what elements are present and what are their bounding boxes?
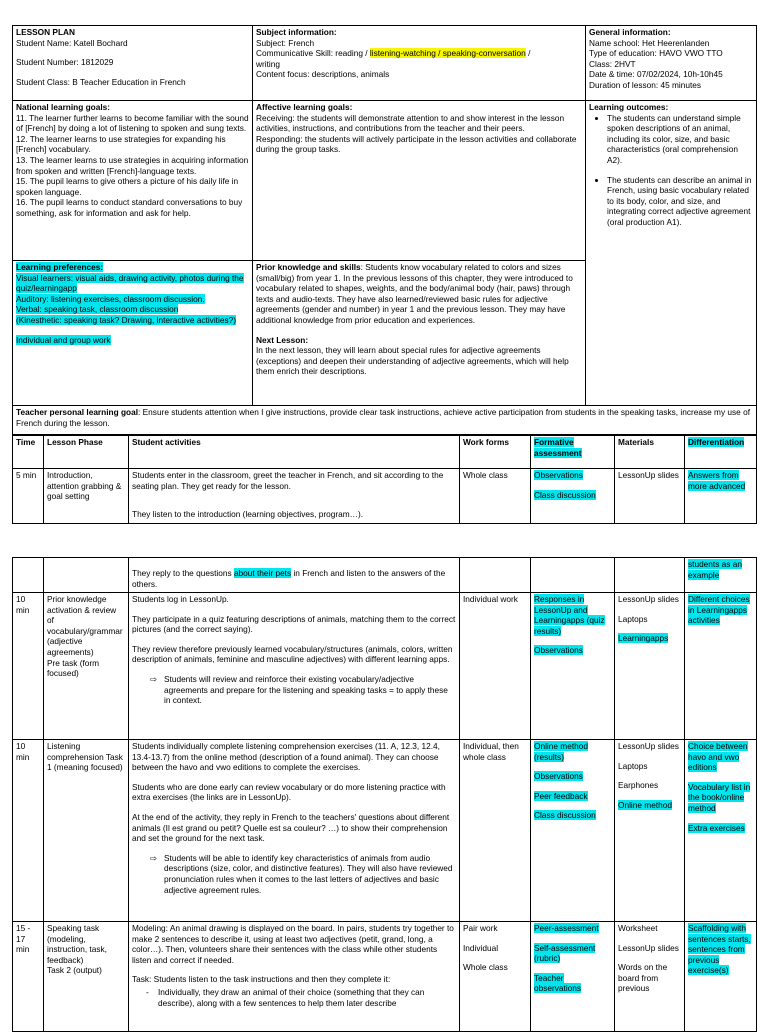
row4-diff bbox=[685, 922, 757, 1032]
row1-activities bbox=[129, 469, 460, 524]
lesson-plan-table-top bbox=[12, 25, 757, 435]
row3-time: 10 min bbox=[13, 740, 44, 922]
national-goals-cell bbox=[13, 101, 253, 261]
row2-fa2: Observations bbox=[534, 645, 583, 656]
row1-work: Whole class bbox=[460, 469, 531, 524]
learning-outcomes-cell bbox=[586, 101, 757, 406]
row2-mat3: Learningapps bbox=[618, 633, 669, 644]
subject-info-cell bbox=[253, 26, 586, 101]
row1-diff bbox=[685, 469, 757, 524]
learning-preferences-cell bbox=[13, 261, 253, 406]
col-formative bbox=[531, 436, 615, 469]
row4-phase: Speaking task (modeling, instruction, task, feedback) Task 2 (output) bbox=[44, 922, 129, 1032]
skill-writing: writing bbox=[256, 58, 280, 69]
arrow-icon: ⇨ bbox=[150, 852, 157, 863]
row4-p2: Task: Students listen to the task instructions and then they complete it: bbox=[132, 974, 391, 985]
cont-act-post: in French and listen to the answers of the others. bbox=[132, 568, 446, 589]
row2-time: 10 min bbox=[13, 593, 44, 740]
row2-mat1: LessonUp slides bbox=[618, 594, 679, 604]
general-info-cell bbox=[586, 26, 757, 101]
row4-fa2: Self-assessment (rubric) bbox=[534, 942, 596, 964]
prior-title: Prior knowledge and skills bbox=[256, 262, 361, 272]
col-diff-text: Differentiation bbox=[688, 437, 745, 447]
content-focus: Content focus: descriptions, animals bbox=[256, 69, 390, 80]
next-lesson-text: In the next lesson, they will learn about special rules for adjective agreements (exceptions) and deepen their understanding of adjective agreements, which will help them enrich their descriptions. bbox=[256, 345, 569, 377]
row3-p3: At the end of the activity, they reply in French to the teachers' questions about different animals (Il est grand ou petit? Quelle est sa couleur? …) to show their comprehension and set the ground for the next task. bbox=[132, 811, 450, 844]
row4-dash-item bbox=[146, 987, 456, 1008]
lesson-plan-page-1 bbox=[12, 25, 756, 524]
row1-fa1: Observations bbox=[534, 470, 583, 480]
pref-auditory bbox=[16, 294, 249, 305]
row3-fa3: Peer feedback bbox=[534, 790, 588, 801]
lesson-phases-table-continued bbox=[12, 557, 757, 1032]
next-lesson-title: Next Lesson: bbox=[256, 334, 309, 345]
row2-diff bbox=[685, 593, 757, 740]
row3-phase: Listening comprehension Task 1 (meaning focused) bbox=[44, 740, 129, 922]
row4-materials bbox=[615, 922, 685, 1032]
cont-activities bbox=[129, 558, 460, 593]
row3-arrow-text: Students will be able to identify key characteristics of animals from audio descriptions (size, color, and distinctive features). They will also have reviewed pronunciation rules when it comes to the last letters of adjectives and basic adjective agreement rules. bbox=[164, 852, 453, 895]
row4-work3: Whole class bbox=[463, 962, 508, 973]
row4-work2: Individual bbox=[463, 942, 499, 953]
row3-p1: Students individually complete listening comprehension exercises (11. A, 12.3, 12.4, 13.4-13.7) from the online method (description of a found animal). They can choose between the havo and vwo editions to complete the exercises. bbox=[132, 741, 440, 773]
row4-mat2: LessonUp slides bbox=[618, 942, 679, 953]
col-time: Time bbox=[13, 436, 44, 469]
row1-formative bbox=[531, 469, 615, 524]
row1-diff-text: Answers from more advanced bbox=[688, 470, 746, 491]
skill-prefix: Communicative Skill: reading / bbox=[256, 48, 370, 59]
affective-goals-text: Receiving: the students will demonstrate attention to and show interest in the lesson activities, instructions, and contributions from the teacher and their peers. Responding: the students will actively participate in the lesson activities and collaborate during the group tasks. bbox=[256, 112, 577, 155]
lesson-phases-table bbox=[12, 435, 757, 524]
row4-mat1: Worksheet bbox=[618, 923, 658, 933]
learning-outcomes-list bbox=[589, 113, 753, 228]
row3-formative bbox=[531, 740, 615, 922]
duration: Duration of lesson: 45 minutes bbox=[589, 79, 702, 90]
learning-outcomes-title: Learning outcomes: bbox=[589, 102, 669, 112]
row3-diff1: Choice between havo and vwo editions bbox=[688, 741, 748, 773]
row2-arrow-text: Students will review and reinforce their existing vocabulary/adjective agreements and prepare for the listening and speaking tasks = to apply these in context. bbox=[164, 673, 448, 706]
row1-fa2: Class discussion bbox=[534, 489, 596, 500]
pref-visual-text: Visual learners: visual aids, drawing activity, photos during the quiz/learningapp bbox=[16, 272, 244, 294]
row2-materials bbox=[615, 593, 685, 740]
dash-marker: - bbox=[146, 986, 149, 997]
prior-knowledge-text bbox=[256, 262, 582, 326]
cont-activities-text bbox=[132, 568, 456, 589]
prior-knowledge-cell bbox=[253, 261, 586, 406]
lesson-plan-title: LESSON PLAN bbox=[16, 27, 76, 37]
subject: Subject: French bbox=[256, 37, 315, 48]
col-work-forms: Work forms bbox=[460, 436, 531, 469]
row2-p2: They participate in a quiz featuring descriptions of animals, matching them to the correct pictures (and the correct saying). bbox=[132, 613, 456, 635]
row2-work: Individual work bbox=[460, 593, 531, 740]
row3-mat1: LessonUp slides bbox=[618, 741, 679, 751]
teacher-goal-body: : Ensure students attention when I give instructions, provide clear task instructions, achieve active participation from students in the speaking tasks, increase my use of French during the lesson. bbox=[16, 407, 751, 428]
row2-p3: They review therefore previously learned vocabulary/structures (animals, colors, written description of animals, feminine and masculine adjectives) with different learning apps. bbox=[132, 643, 453, 665]
row1-act2: They listen to the introduction (learning objectives, program…). bbox=[132, 509, 364, 520]
lesson-plan-page-2 bbox=[12, 557, 756, 1032]
general-info-title: General information: bbox=[589, 27, 671, 37]
row4-work bbox=[460, 922, 531, 1032]
row3-mat4: Online method bbox=[618, 799, 672, 810]
cont-work bbox=[460, 558, 531, 593]
learning-outcome-item: • The students can understand simple spoken descriptions of an animal, including its color, size, and basic characteristics (oral comprehension A2). bbox=[607, 113, 753, 166]
row4-dash-text: Individually, they draw an animal of their choice (something that they can describe), along with a few sentences to help them later describe bbox=[158, 986, 425, 1008]
row3-diff3: Extra exercises bbox=[688, 822, 745, 833]
cont-diff bbox=[685, 558, 757, 593]
pref-verbal-text: Verbal: speaking task, classroom discussion bbox=[16, 304, 179, 315]
date-time: Date & time: 07/02/2024, 10h-10h45 bbox=[589, 69, 723, 80]
col-materials: Materials bbox=[615, 436, 685, 469]
row3-diff bbox=[685, 740, 757, 922]
row2-activities bbox=[129, 593, 460, 740]
cont-phase bbox=[44, 558, 129, 593]
row3-mat2: Laptops bbox=[618, 760, 648, 771]
pref-visual bbox=[16, 273, 249, 294]
row4-p1: Modeling: An animal drawing is displayed on the board. In pairs, students try together to make 2 sentences to describe it, using at least two adjectives (petit, grand, long, a color…). Then, volunteers share their sentences with the class while other students listen and correct if needed. bbox=[132, 923, 454, 965]
row2-formative bbox=[531, 593, 615, 740]
row1-materials: LessonUp slides bbox=[615, 469, 685, 524]
cont-time bbox=[13, 558, 44, 593]
pref-group-text: Individual and group work bbox=[16, 334, 111, 345]
cont-materials bbox=[615, 558, 685, 593]
learning-preferences-title bbox=[16, 262, 249, 273]
prior-body: : Students know vocabulary related to colors and sizes (small/big) from year 1. In the previous lessons of this chapter, they were introduced to vocabulary related to shapes, weights, and the body/animal body (hair, paws) through texts and audio-texts. They have also learned/reviewed basic rules for adjective agreements (gender and number) in year 1 and the previous lesson. They may have additional knowledge from prior education and experiences. bbox=[256, 262, 573, 325]
national-goals-title: National learning goals: bbox=[16, 102, 111, 112]
row3-fa4: Class discussion bbox=[534, 810, 596, 821]
preferences-title-text: Learning preferences: bbox=[16, 262, 104, 272]
row3-fa2: Observations bbox=[534, 771, 583, 782]
row3-arrow-note bbox=[150, 853, 456, 895]
row3-diff2: Vocabulary list in the book/online method bbox=[688, 781, 751, 813]
row4-formative bbox=[531, 922, 615, 1032]
class-name: Class: 2HVT bbox=[589, 58, 636, 69]
row2-p1: Students log in LessonUp. bbox=[132, 594, 229, 604]
teacher-goal-cell bbox=[13, 406, 757, 435]
student-info-cell bbox=[13, 26, 253, 101]
skill-suffix: / bbox=[525, 48, 531, 59]
row4-work1: Pair work bbox=[463, 923, 498, 933]
pref-kinesthetic bbox=[16, 315, 249, 326]
learning-outcome-item: • The students can describe an animal in French, using basic vocabulary related to its body, color, and size, and integrating correct adjective agreement (oral production A1). bbox=[607, 175, 753, 228]
col-formative-text: Formative assessment bbox=[534, 437, 582, 458]
row1-phase: Introduction, attention grabbing & goal setting bbox=[44, 469, 129, 524]
subject-info-title: Subject information: bbox=[256, 27, 337, 37]
row3-work: Individual, then whole class bbox=[460, 740, 531, 922]
pref-verbal bbox=[16, 304, 249, 315]
row4-activities bbox=[129, 922, 460, 1032]
cont-act-pre: They reply to the questions bbox=[132, 568, 234, 578]
col-phase: Lesson Phase bbox=[44, 436, 129, 469]
national-goals-text: 11. The learner further learns to become familiar with the sound of [French] by doing a lot of listening to spoken and sung texts. 12. The learner learns to use strategies for expanding his [French] vocabulary. 13. The learner learns to use strategies in acquiring information from spoken and written [French]-language texts. 15. The pupil learns to give others a picture of his daily life in spoken language. 16. The pupil learns to conduct standard conversations to buy something, ask for information and ask for help. bbox=[16, 112, 249, 218]
pref-kinesthetic-text: (Kinesthetic: speaking task? Drawing, interactive activities?) bbox=[16, 314, 236, 325]
affective-goals-title: Affective learning goals: bbox=[256, 102, 353, 112]
row4-fa3: Teacher observations bbox=[534, 972, 582, 994]
cont-diff-text: students as an example bbox=[688, 559, 742, 580]
pref-auditory-text: Auditory: listening exercises, classroom discussion. bbox=[16, 293, 205, 304]
row2-phase: Prior knowledge activation & review of vocabulary/grammar (adjective agreements) Pre task (form focused) bbox=[44, 593, 129, 740]
row4-diff-text: Scaffolding with sentences starts, sentences from previous exercise(s) bbox=[688, 923, 751, 976]
row2-diff-text: Different choices in Learningapps activities bbox=[688, 594, 750, 626]
row3-fa1: Online method (results) bbox=[534, 741, 588, 762]
teacher-goal-text bbox=[16, 407, 753, 428]
row2-mat2: Laptops bbox=[618, 613, 648, 624]
row3-mat3: Earphones bbox=[618, 780, 659, 791]
communicative-skill bbox=[256, 48, 582, 59]
row4-fa1: Peer-assessment bbox=[534, 923, 599, 933]
arrow-icon: ⇨ bbox=[150, 673, 157, 684]
student-number: Student Number: 1812029 bbox=[16, 57, 114, 68]
row3-activities bbox=[129, 740, 460, 922]
student-class: Student Class: B Teacher Education in French bbox=[16, 76, 186, 87]
skill-highlight: listening-watching / speaking-conversation bbox=[369, 48, 526, 59]
student-name: Student Name: Katell Bochard bbox=[16, 37, 128, 48]
col-diff bbox=[685, 436, 757, 469]
row3-materials bbox=[615, 740, 685, 922]
row4-time: 15 - 17 min bbox=[13, 922, 44, 1032]
row2-fa1: Responses in LessonUp and Learningapps (quiz results) bbox=[534, 594, 605, 636]
pref-group bbox=[16, 335, 249, 346]
cont-formative bbox=[531, 558, 615, 593]
education-type: Type of education: HAVO VWO TTO bbox=[589, 48, 723, 59]
row1-act1: Students enter in the classroom, greet the teacher in French, and sit according to the seating plan. They get ready for the lesson. bbox=[132, 470, 444, 491]
teacher-goal-title: Teacher personal learning goal bbox=[16, 407, 139, 417]
col-activities: Student activities bbox=[129, 436, 460, 469]
row4-mat3: Words on the board from previous bbox=[618, 962, 668, 994]
cont-act-hl: about their pets bbox=[233, 568, 292, 578]
affective-goals-cell bbox=[253, 101, 586, 261]
row2-arrow-note bbox=[150, 674, 456, 706]
row3-p2: Students who are done early can review vocabulary or do more listening practice with extra exercises (the links are in LessonUp). bbox=[132, 781, 446, 803]
row1-time: 5 min bbox=[13, 469, 44, 524]
school-name: Name school: Het Heerenlanden bbox=[589, 37, 710, 48]
